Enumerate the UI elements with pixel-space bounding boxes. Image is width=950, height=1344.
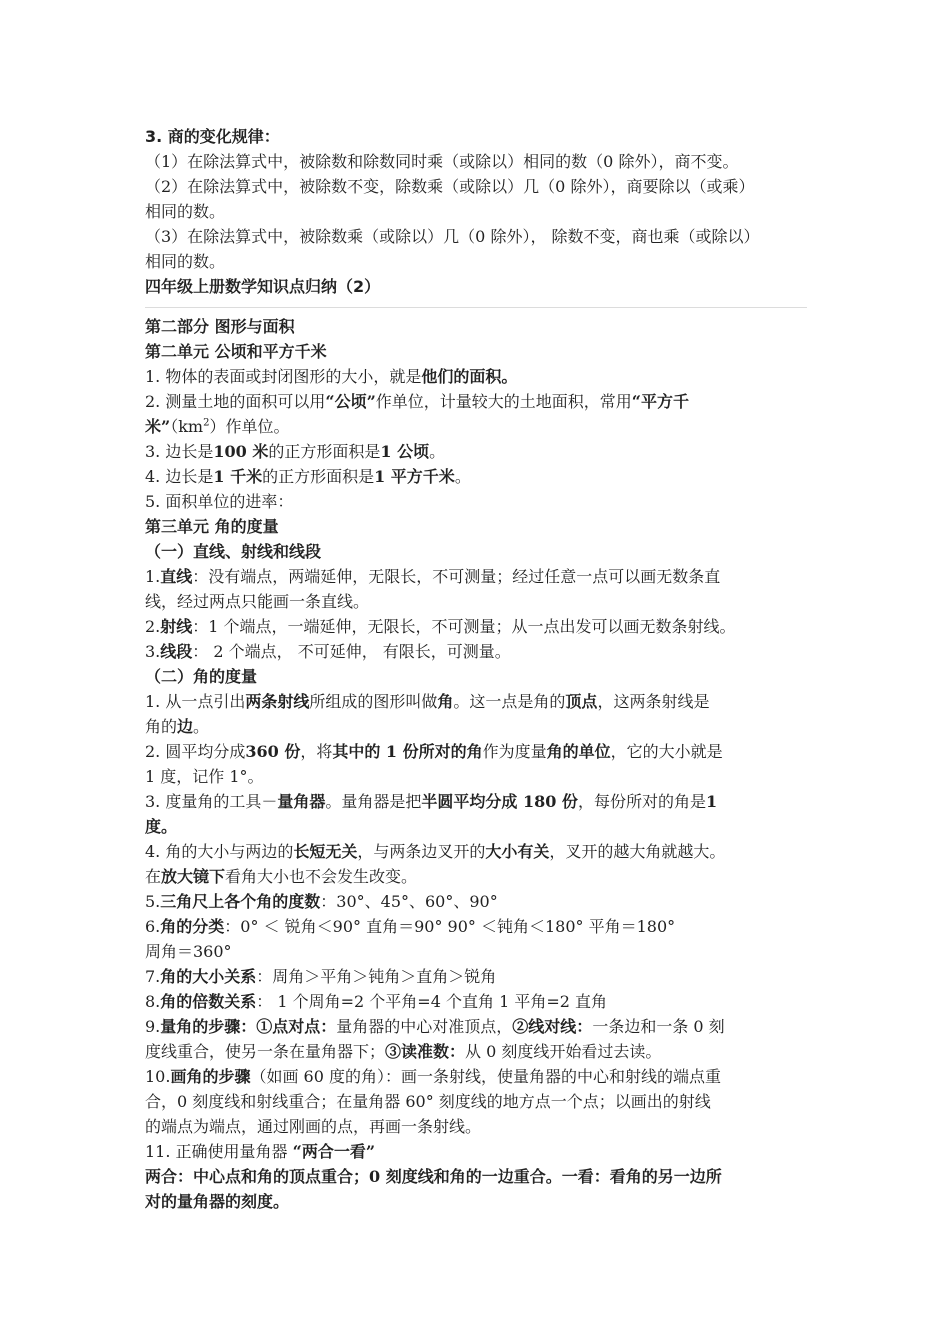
text-bold: 1 千米 xyxy=(213,467,263,486)
text: 。 xyxy=(454,467,471,486)
angle-item-10 xyxy=(145,1064,810,1089)
angle-item-9-cont xyxy=(145,1039,810,1064)
item-ray xyxy=(145,614,810,639)
text: 量角器的中心对准顶点， xyxy=(336,1017,513,1036)
text: 的正方形面积是 xyxy=(268,442,381,461)
text-bold: 1 xyxy=(705,792,718,811)
angle-item-2-cont: 1 度，记作 1°。 xyxy=(145,767,264,786)
angle-item-1-cont xyxy=(145,714,810,739)
text-bold: 大小有关 xyxy=(485,842,550,861)
text-bold: 放大镜下 xyxy=(161,867,226,886)
text: 的正方形面积是 xyxy=(262,467,375,486)
paragraph-rule-2: （2）在除法算式中，被除数不变，除数乘（或除以）几（0 除外），商要除以（或乘） xyxy=(145,177,755,196)
text: ，每份所对的角是 xyxy=(577,792,706,811)
text: 3. 度量角的工具－ xyxy=(145,792,278,811)
unit2-line-1 xyxy=(145,364,810,389)
text-bold: 半圆平均分成 180 份 xyxy=(421,792,578,811)
text: ，这两条射线是 xyxy=(597,692,710,711)
unit2-line-5: 5. 面积单位的进率： xyxy=(145,492,294,511)
document-title: 四年级上册数学知识点归纳（2） xyxy=(145,277,381,296)
angle-item-6 xyxy=(145,914,810,939)
angle-item-2 xyxy=(145,739,810,764)
text: 在 xyxy=(145,867,162,886)
angle-item-8 xyxy=(145,989,810,1014)
angle-item-7 xyxy=(145,964,810,989)
text: 作单位，计量较大的土地面积，常用 xyxy=(375,392,632,411)
text-bold: 三角尺上各个角的度数 xyxy=(160,892,321,911)
paragraph-rule-3: （3）在除法算式中，被除数乘（或除以）几（0 除外）， 除数不变，商也乘（或除以） xyxy=(145,227,760,246)
angle-item-3-cont: 度。 xyxy=(145,817,178,836)
text-bold: 角的倍数关系 xyxy=(160,992,257,1011)
unit2-line-2-cont xyxy=(145,414,810,439)
text-bold: 线段 xyxy=(160,642,193,661)
angle-item-10-cont-2: 的端点为端点，通过刚画的点，再画一条射线。 xyxy=(145,1117,482,1136)
angle-item-4 xyxy=(145,839,810,864)
angle-item-10-cont-1: 合，0 刻度线和射线重合；在量角器 60° 刻度线的地方点一个点；以画出的射线 xyxy=(145,1092,711,1111)
text: 10. xyxy=(145,1067,171,1086)
text: 1. xyxy=(145,567,161,586)
text: 所组成的图形叫做 xyxy=(309,692,438,711)
text: 11. 正确使用量角器 xyxy=(145,1142,293,1161)
angle-item-12-cont: 对的量角器的刻度。 xyxy=(145,1192,290,1211)
text-bold: “平方千 xyxy=(631,392,690,411)
text-bold: ②线对线： xyxy=(512,1017,593,1036)
text: 。这一点是角的 xyxy=(453,692,566,711)
subsection-heading-2: （二）角的度量 xyxy=(145,667,258,686)
angle-item-4-cont xyxy=(145,864,810,889)
text: 。 xyxy=(193,717,210,736)
text: 角的 xyxy=(145,717,178,736)
angle-item-1 xyxy=(145,689,810,714)
text: 2. xyxy=(145,617,161,636)
text-bold: 他们的面积。 xyxy=(421,367,518,386)
part-heading: 第二部分 图形与面积 xyxy=(145,317,295,336)
angle-item-5 xyxy=(145,889,810,914)
text-bold: 米” xyxy=(145,417,171,436)
text: 。 xyxy=(429,442,446,461)
text: ）作单位。 xyxy=(209,417,290,436)
angle-item-12: 两合：中心点和角的顶点重合；0 刻度线和角的一边重合。一看：看角的另一边所 xyxy=(145,1167,722,1186)
text: ：0° ＜ 锐角＜90° 直角＝90° 90° ＜钝角＜180° 平角＝180° xyxy=(224,917,676,936)
paragraph-rule-1: （1）在除法算式中，被除数和除数同时乘（或除以）相同的数（0 除外），商不变。 xyxy=(145,152,739,171)
text-bold: 画角的步骤 xyxy=(170,1067,251,1086)
text: 3. xyxy=(145,642,161,661)
text-bold: 角 xyxy=(437,692,454,711)
text-bold: “公顷” xyxy=(325,392,376,411)
text: 7. xyxy=(145,967,161,986)
text-bold: 1 公顷 xyxy=(380,442,430,461)
text-bold: 长短无关 xyxy=(293,842,358,861)
text: 4. 角的大小与两边的 xyxy=(145,842,294,861)
text-bold: 两条射线 xyxy=(245,692,310,711)
text: 8. xyxy=(145,992,161,1011)
text-bold: 顶点 xyxy=(565,692,598,711)
superscript: 2 xyxy=(203,417,210,429)
divider xyxy=(145,307,807,308)
text: 3. 边长是 xyxy=(145,442,214,461)
unit2-line-3 xyxy=(145,439,810,464)
unit3-heading: 第三单元 角的度量 xyxy=(145,517,279,536)
text-bold: “两合一看” xyxy=(292,1142,376,1161)
paragraph-rule-2-cont: 相同的数。 xyxy=(145,202,226,221)
text: 6. xyxy=(145,917,161,936)
text-bold: 360 份 xyxy=(245,742,301,761)
unit2-line-2 xyxy=(145,389,810,414)
text: ：没有端点，两端延伸，无限长，不可测量；经过任意一点可以画无数条直 xyxy=(192,567,721,586)
unit2-heading: 第二单元 公顷和平方千米 xyxy=(145,342,327,361)
item-straight-line xyxy=(145,564,810,589)
item-straight-line-cont: 线，经过两点只能画一条直线。 xyxy=(145,592,370,611)
item-segment xyxy=(145,639,810,664)
text-bold: 其中的 1 份所对的角 xyxy=(332,742,483,761)
text-bold: 直线 xyxy=(160,567,193,586)
angle-item-9 xyxy=(145,1014,810,1039)
text: 9. xyxy=(145,1017,161,1036)
text-bold: 射线 xyxy=(160,617,193,636)
paragraph-rule-3-cont: 相同的数。 xyxy=(145,252,226,271)
text: 4. 边长是 xyxy=(145,467,214,486)
text-bold: 量角的步骤：①点对点： xyxy=(160,1017,337,1036)
text: ：周角＞平角＞钝角＞直角＞锐角 xyxy=(256,967,497,986)
text: ，与两条边叉开的 xyxy=(357,842,486,861)
text-bold: ③读准数： xyxy=(385,1042,466,1061)
text: （如画 60 度的角）：画一条射线，使量角器的中心和射线的端点重 xyxy=(250,1067,722,1086)
text: 1. 物体的表面或封闭图形的大小，就是 xyxy=(145,367,422,386)
text-bold: 角的分类 xyxy=(160,917,225,936)
text: ，它的大小就是 xyxy=(610,742,723,761)
text: 从 0 刻度线开始看过去读。 xyxy=(465,1042,662,1061)
text-bold: 1 平方千米 xyxy=(374,467,455,486)
section-heading-quotient: 3. 商的变化规律： xyxy=(145,127,280,146)
text: 2. 测量土地的面积可以用 xyxy=(145,392,326,411)
text: 一条边和一条 0 刻 xyxy=(592,1017,725,1036)
text: ：30°、45°、60°、90° xyxy=(320,892,498,911)
text: ，叉开的越大角就越大。 xyxy=(549,842,726,861)
subsection-heading-1: （一）直线、射线和线段 xyxy=(145,542,322,561)
text: 2. 圆平均分成 xyxy=(145,742,246,761)
text-bold: 边 xyxy=(177,717,194,736)
unit2-line-4 xyxy=(145,464,810,489)
text: 作为度量 xyxy=(482,742,547,761)
text-bold: 100 米 xyxy=(213,442,269,461)
angle-item-11 xyxy=(145,1139,810,1164)
document-body xyxy=(145,124,810,1214)
text: ：1 个端点，一端延伸，无限长，不可测量；从一点出发可以画无数条射线。 xyxy=(192,617,736,636)
text: 度线重合，使另一条在量角器下； xyxy=(145,1042,386,1061)
text: ，将 xyxy=(300,742,333,761)
text: ： 2 个端点， 不可延伸， 有限长，可测量。 xyxy=(192,642,511,661)
text-bold: 量角器 xyxy=(277,792,326,811)
text: （km xyxy=(170,417,204,436)
angle-item-6-cont: 周角＝360° xyxy=(145,942,232,961)
angle-item-3 xyxy=(145,789,810,814)
text: 1. 从一点引出 xyxy=(145,692,246,711)
text: 看角大小也不会发生改变。 xyxy=(225,867,418,886)
text-bold: 角的大小关系 xyxy=(160,967,257,986)
text: 5. xyxy=(145,892,161,911)
text-bold: 角的单位 xyxy=(546,742,611,761)
text: ： 1 个周角=2 个平角=4 个直角 1 平角=2 直角 xyxy=(256,992,608,1011)
text: 。量角器是把 xyxy=(325,792,422,811)
